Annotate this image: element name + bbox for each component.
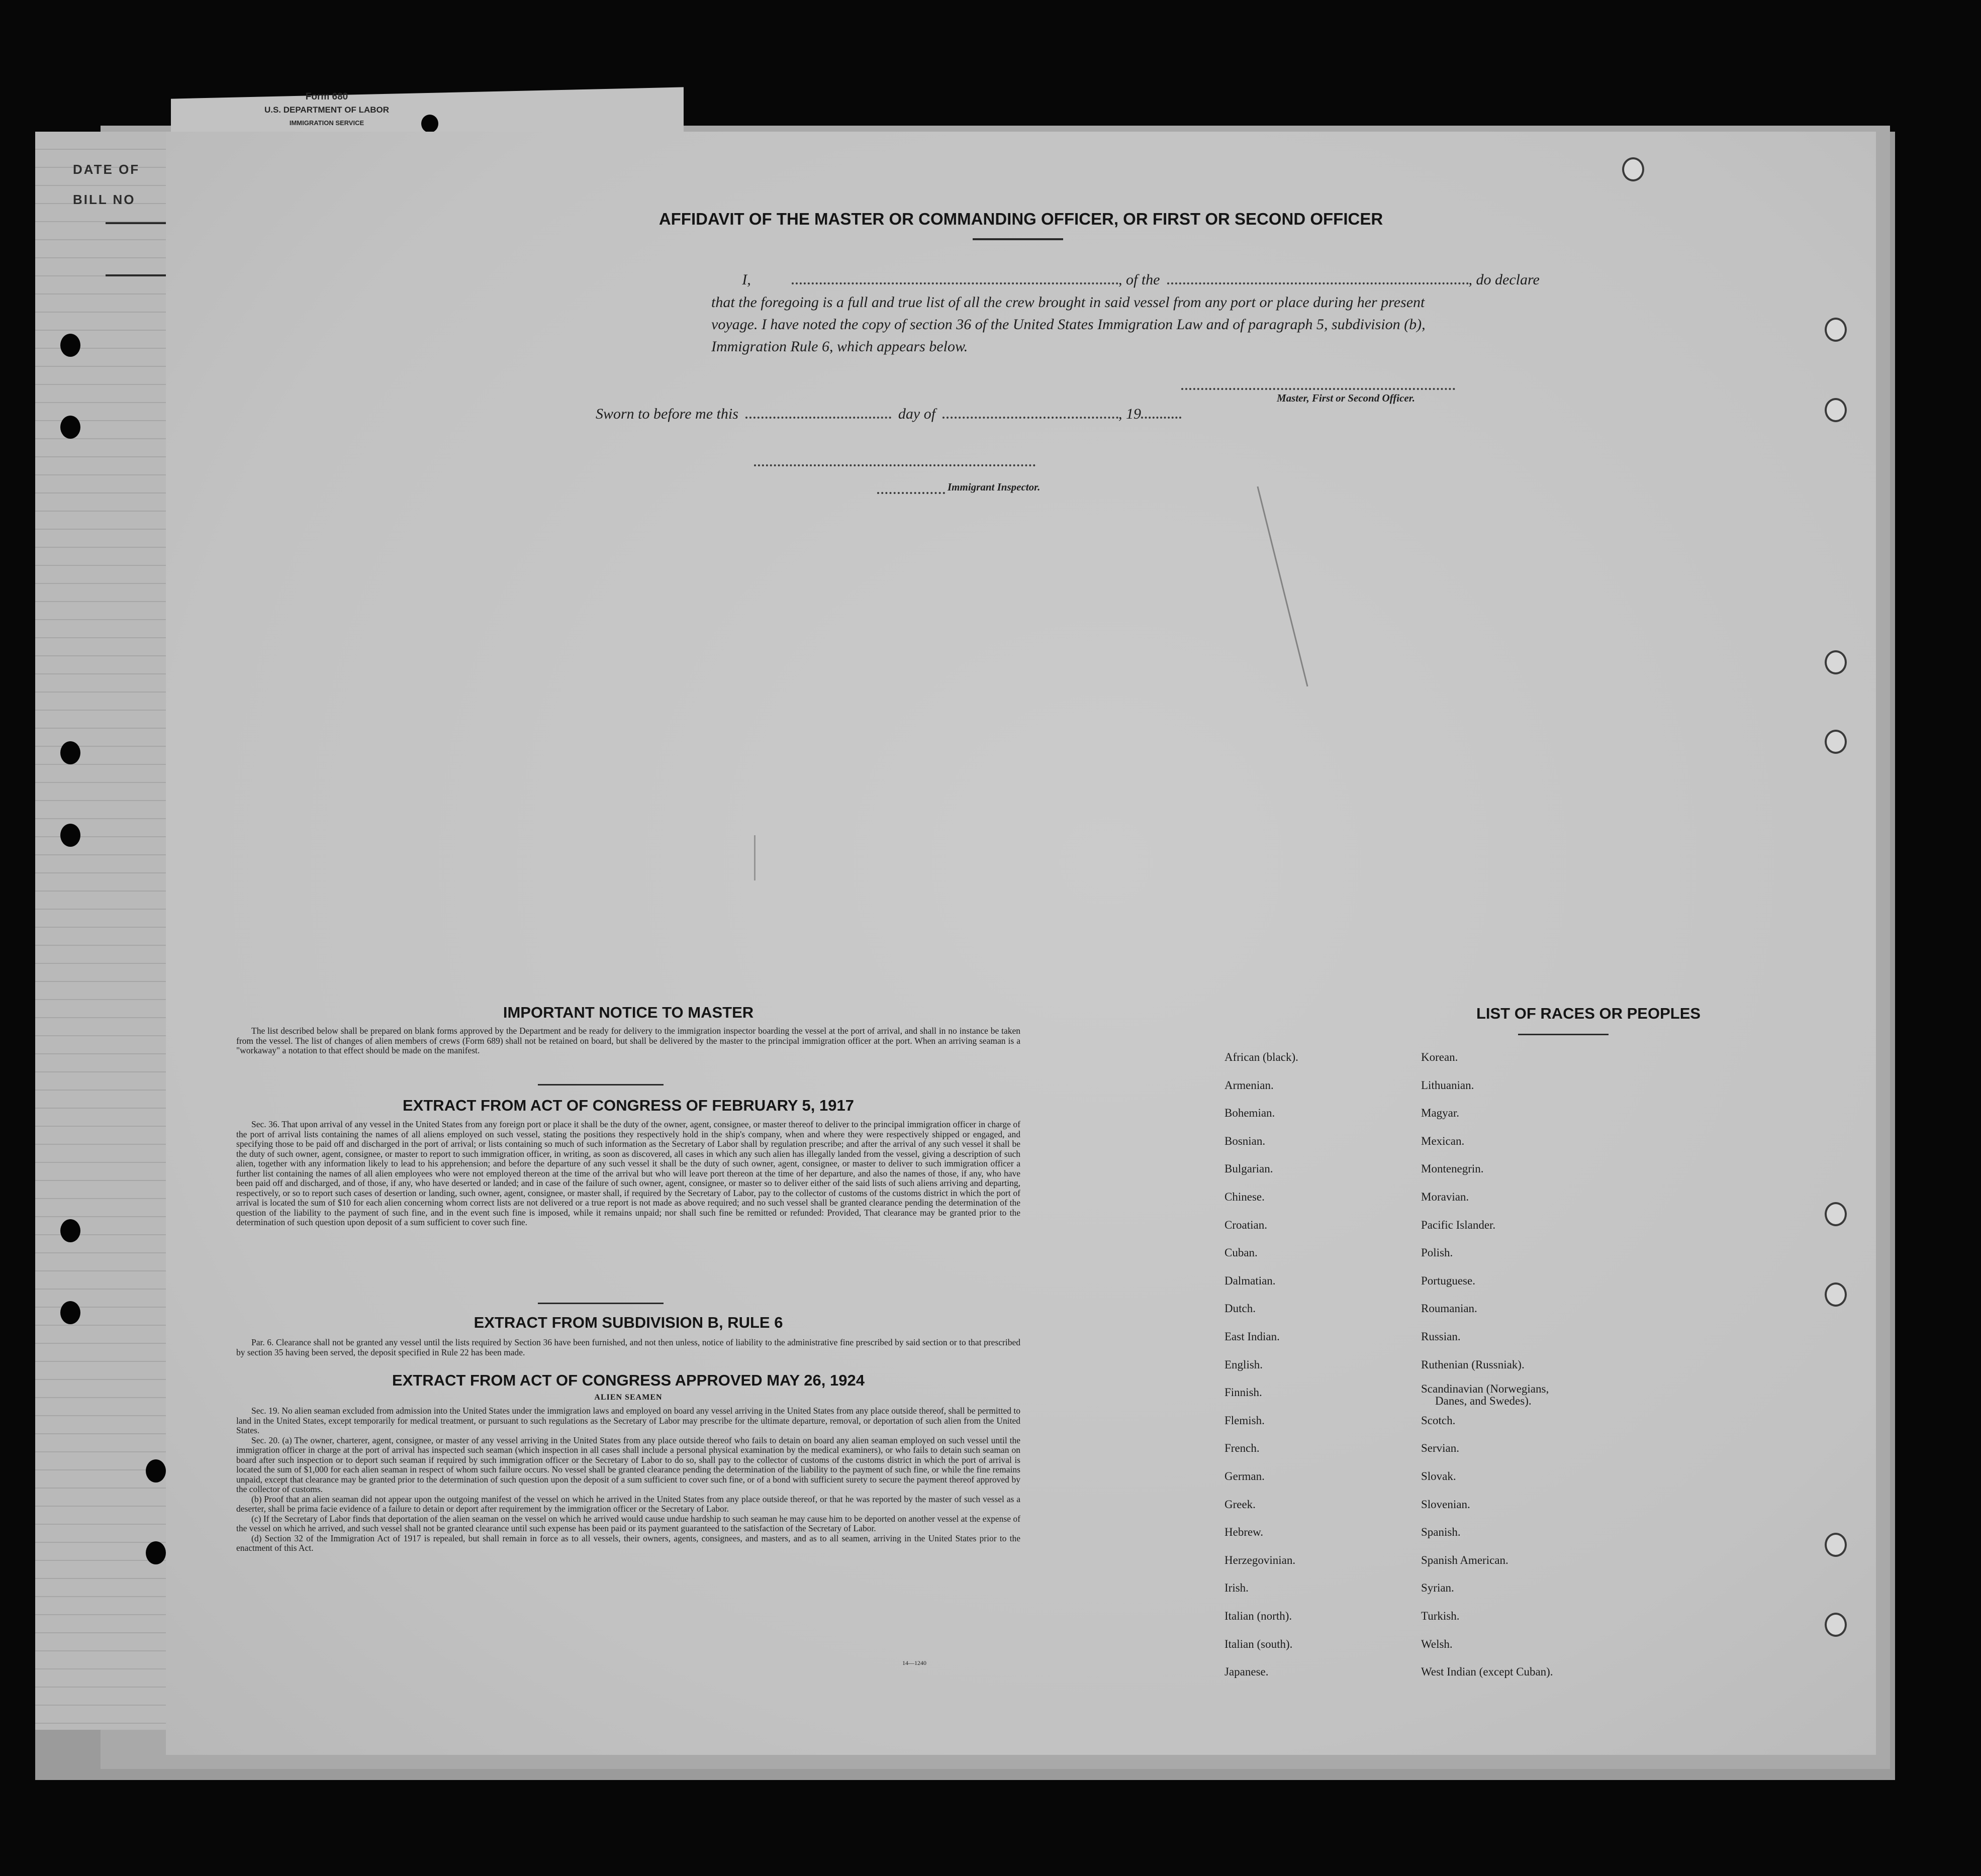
- section-rule: [538, 1303, 664, 1304]
- binder-hole: [60, 416, 80, 439]
- race-item: Spanish.: [1421, 1526, 1461, 1538]
- department-name: U.S. DEPARTMENT OF LABOR: [264, 105, 390, 115]
- affidavit-line-4: Immigration Rule 6, which appears below.: [711, 338, 968, 355]
- section-rule: [538, 1084, 664, 1085]
- affidavit-line-1: [701, 271, 1540, 288]
- race-item: Irish.: [1224, 1582, 1249, 1594]
- race-item: Portuguese.: [1421, 1274, 1475, 1287]
- race-item: West Indian (except Cuban).: [1421, 1665, 1553, 1678]
- race-item: African (black).: [1224, 1051, 1298, 1063]
- race-item: Slovenian.: [1421, 1498, 1470, 1511]
- race-item: Italian (south).: [1224, 1638, 1293, 1650]
- binder-hole: [1825, 318, 1847, 342]
- race-item: Hebrew.: [1224, 1526, 1264, 1538]
- race-item: Dutch.: [1224, 1302, 1256, 1315]
- extract-1917-text: [236, 1120, 1020, 1228]
- affidavit-title: AFFIDAVIT OF THE MASTER OR COMMANDING OFFICER, OR FIRST OR SECOND OFFICER: [658, 210, 1383, 228]
- stub-label-date: DATE OF: [73, 162, 140, 177]
- race-item: Spanish American.: [1421, 1554, 1508, 1566]
- extract-1924-paragraph: Sec. 19. No alien seaman excluded from admission into the United States under the immigration laws and employed on board any vessel arriving in the United States from any place outside thereof, shall be permitted to land in the United States, except temporarily for medical treatment, or pursuant to such regulations as the Secretary of Labor may prescribe for the ultimate departure, removal, or deportation of such alien from the United States.: [236, 1406, 1020, 1435]
- affidavit-line-2: that the foregoing is a full and true list of all the crew brought in said vessel from any port or place during her present: [711, 294, 1425, 311]
- year-label: , 19: [1118, 406, 1142, 422]
- binder-hole: [1825, 1282, 1847, 1307]
- race-item: Italian (north).: [1224, 1610, 1292, 1622]
- extract-1917-paragraph: Sec. 36. That upon arrival of any vessel in the United States from any foreign port or place it shall be the duty of the owner, agent, consignee, or master thereof to deliver to the principal immigration officer in charge of the port of arrival lists containing the names of all aliens employed on such vessel, stating the positions they respectively hold in the ship's company, when and where they were respectively shipped or engaged, and specifying those to be paid off and discharged in the port of arrival; or lists containing so much of such information as the Secretary of Labor shall by regulation prescribe; and after the arrival of any such vessel it shall be the duty of such owner, agent, consignee, or master to report to such immigration officer, in writing, as soon as discovered, all cases in which any such alien has illegally landed from the vessel, giving a description of such alien, together with any information likely to lead to his apprehension; and before the departure of any such vessel it shall be the duty of such owner, agent, consignee, or master to deliver to such immigration officer a further list containing the names of all alien employees who were not employed thereon at the time of the arrival but who will leave port thereon at the time of her departure, and also the names of those, if any, who have been paid off and discharged, and of those, if any, who have deserted or landed; and in case of the failure of such owner, agent, consignee, or master so to deliver either of the said lists of such aliens arriving and departing, respectively, or so to report such cases of desertion or landing, such owner, agent, consignee, or master shall, if required by the Secretary of Labor, pay to the collector of customs of the customs district in which the port of arrival is located the sum of $10 for each alien concerning whom correct lists are not delivered or a true report is not made as above required; and no such vessel shall be granted clearance pending the determination of the question of the liability to the payment of such fine, and in the event such fine is imposed, while it remains unpaid; nor shall such fine be remitted or refunded: Provided, That clearance may be granted prior to the determination of such question upon deposit of a sum sufficient to cover such fine.: [236, 1119, 1020, 1227]
- stub-label-bill: BILL NO: [73, 192, 136, 207]
- service-name: IMMIGRATION SERVICE: [289, 119, 364, 127]
- extract-1917-title: EXTRACT FROM ACT OF CONGRESS OF FEBRUARY 5, 1917: [403, 1097, 854, 1114]
- race-item: Polish.: [1421, 1246, 1453, 1259]
- race-item: Japanese.: [1224, 1665, 1269, 1678]
- form-code: 14—1240: [902, 1659, 926, 1666]
- race-item: Pacific Islander.: [1421, 1219, 1496, 1231]
- binder-hole: [60, 1219, 80, 1242]
- race-item: Greek.: [1224, 1498, 1256, 1511]
- race-item: Scandinavian (Norwegians,: [1421, 1383, 1549, 1395]
- race-item: Cuban.: [1224, 1246, 1258, 1259]
- race-item: Scotch.: [1421, 1414, 1456, 1427]
- binder-hole: [60, 334, 80, 357]
- extract-1924-subtitle: ALIEN SEAMEN: [594, 1393, 663, 1402]
- race-item: Bulgarian.: [1224, 1162, 1273, 1175]
- race-item: Russian.: [1421, 1330, 1461, 1343]
- race-item: Roumanian.: [1421, 1302, 1477, 1315]
- binder-hole: [1825, 1202, 1847, 1226]
- binder-hole: [146, 1541, 166, 1564]
- race-item: Herzegovinian.: [1224, 1554, 1296, 1566]
- underlying-ruled-stub: [35, 132, 186, 1730]
- tab-punch-hole: [421, 115, 438, 133]
- race-item: English.: [1224, 1358, 1263, 1371]
- race-item: Chinese.: [1224, 1191, 1265, 1203]
- race-item: Magyar.: [1421, 1107, 1460, 1119]
- extract-1924-paragraph: (d) Section 32 of the Immigration Act of 1917 is repealed, but shall remain in force as to all vessels, their owners, agents, consignees, and masters, and as to all seamen, arriving in the United States prior to the enactment of this Act.: [236, 1533, 1020, 1553]
- binder-hole: [60, 1301, 80, 1324]
- race-item: German.: [1224, 1470, 1265, 1483]
- tab-header: [241, 90, 412, 130]
- extract-rule6-paragraph: Par. 6. Clearance shall not be granted any vessel until the lists required by Section 36 have been furnished, and not then unless, notice of liability to the administrative fine prescribed by said section or to that prescribed by section 35 having been served, the deposit specified in Rule 22 has been made.: [236, 1337, 1020, 1357]
- title-rule: [973, 238, 1063, 240]
- sworn-line: [596, 406, 1181, 423]
- binder-hole: [1825, 1533, 1847, 1557]
- of-the-label: , of the: [1118, 271, 1160, 288]
- binder-hole: [1825, 1613, 1847, 1637]
- race-item: Dalmatian.: [1224, 1274, 1276, 1287]
- extract-1924-paragraph: (c) If the Secretary of Labor finds that deportation of the alien seaman on the vessel on which he arrived would cause undue hardship to such seaman he may cause him to be deported on another vessel at the expense of the vessel on which he arrived, and such vessel shall not be granted clearance until such expense has been paid or its payment guaranteed to the satisfaction of the Secretary of Labor.: [236, 1513, 1020, 1533]
- race-item: Servian.: [1421, 1442, 1460, 1454]
- notice-title: IMPORTANT NOTICE TO MASTER: [503, 1004, 754, 1021]
- race-item: Slovak.: [1421, 1470, 1456, 1483]
- binder-hole: [1825, 650, 1847, 674]
- extract-rule6-text: [236, 1338, 1020, 1357]
- race-item: Syrian.: [1421, 1582, 1454, 1594]
- extract-1924-text: [236, 1406, 1020, 1553]
- race-item: Korean.: [1421, 1051, 1458, 1063]
- binder-hole: [1825, 398, 1847, 422]
- race-item: Turkish.: [1421, 1610, 1460, 1622]
- sworn-label: Sworn to before me this: [596, 406, 738, 422]
- race-item: Flemish.: [1224, 1414, 1265, 1427]
- inspector-label: Immigrant Inspector.: [948, 481, 1041, 493]
- race-item: Bohemian.: [1224, 1107, 1275, 1119]
- notice-paragraph: The list described below shall be prepared on blank forms approved by the Department and be ready for delivery to the immigration inspector boarding the vessel at the port of arrival, and shall in no instance be taken from the vessel. The list of changes of alien members of crews (Form 689) shall not be retained on board, but shall be delivered by the master to the principal immigration officer at the port. When an arriving seaman is a "workaway" a notation to that effect should be made on the manifest.: [236, 1026, 1020, 1055]
- name-field[interactable]: [792, 271, 1118, 284]
- binder-hole: [60, 741, 80, 764]
- race-item: Armenian.: [1224, 1079, 1274, 1092]
- race-item: East Indian.: [1224, 1330, 1280, 1343]
- race-item: Ruthenian (Russniak).: [1421, 1358, 1525, 1371]
- officer-signature-field[interactable]: [1181, 377, 1455, 390]
- race-item: Bosnian.: [1224, 1135, 1266, 1147]
- declare-label: , do declare: [1468, 271, 1540, 288]
- race-item: Moravian.: [1421, 1191, 1469, 1203]
- form-number: Form 680: [305, 91, 348, 102]
- binder-hole: [1825, 730, 1847, 754]
- sworn-month-field[interactable]: [942, 406, 1118, 419]
- extract-1924-title: EXTRACT FROM ACT OF CONGRESS APPROVED MAY 26, 1924: [392, 1371, 865, 1389]
- vessel-field[interactable]: [1167, 271, 1469, 284]
- inspector-signature-field-short[interactable]: [877, 481, 945, 494]
- pronoun-label: I,: [742, 271, 751, 288]
- binder-hole: [146, 1459, 166, 1483]
- races-title: LIST OF RACES OR PEOPLES: [1476, 1005, 1701, 1022]
- race-item-continuation: Danes, and Swedes).: [1435, 1395, 1532, 1407]
- race-item: Welsh.: [1421, 1638, 1453, 1650]
- sworn-day-field[interactable]: [745, 406, 891, 419]
- sworn-year-field[interactable]: [1141, 406, 1181, 419]
- form-sheet: [166, 132, 1876, 1755]
- binder-hole: [60, 824, 80, 847]
- extract-rule6-title: EXTRACT FROM SUBDIVISION B, RULE 6: [474, 1314, 783, 1331]
- affidavit-line-3: voyage. I have noted the copy of section 36 of the United States Immigration Law and of paragraph 5, subdivision (b),: [711, 316, 1426, 333]
- race-item: Mexican.: [1421, 1135, 1465, 1147]
- inspector-signature-field[interactable]: [754, 453, 1035, 466]
- extract-1924-paragraph: (b) Proof that an alien seaman did not appear upon the outgoing manifest of the vessel on which he arrived in the United States from any place outside thereof, or that he was reported by the master of such vessel as a deserter, shall be prima facie evidence of a failure to detain or deport after requirement by the immigration officer or the Secretary of Labor.: [236, 1494, 1020, 1514]
- race-item: French.: [1224, 1442, 1260, 1454]
- officer-signature-label: Master, First or Second Officer.: [1277, 392, 1415, 404]
- races-title-rule: [1518, 1034, 1609, 1035]
- pencil-mark: [754, 835, 756, 880]
- extract-1924-paragraph: Sec. 20. (a) The owner, charterer, agent, consignee, or master of any vessel arriving in the United States from any place outside thereof who fails to detain on board any alien seaman employed on such vessel until the immigration officer in charge at the port of arrival has inspected such seaman (which inspection in all cases shall include a personal physical examination by the medical examiners), or who fails to detain such seaman on board after such inspection or to deport such seaman if required by such immigration officer or the Secretary of Labor to do so, shall pay to the collector of customs of the customs district in which the port of arrival is located the sum of $1,000 for each alien seaman in respect of whom such failure occurs. No vessel shall be granted clearance pending the determination of the liability to the payment of such fine, or while the fine remains unpaid, except that clearance may be granted prior to the determination of such question upon the deposit of a sum sufficient to cover such fine, or of a bond with sufficient surety to secure the payment thereof approved by the collector of customs.: [236, 1435, 1020, 1494]
- binder-hole: [1622, 157, 1644, 181]
- pencil-mark: [1257, 486, 1308, 687]
- race-item: Lithuanian.: [1421, 1079, 1474, 1092]
- notice-text: [236, 1026, 1020, 1056]
- race-item: Finnish.: [1224, 1386, 1262, 1399]
- day-of-label: day of: [898, 406, 936, 422]
- race-item: Croatian.: [1224, 1219, 1267, 1231]
- race-item: Montenegrin.: [1421, 1162, 1484, 1175]
